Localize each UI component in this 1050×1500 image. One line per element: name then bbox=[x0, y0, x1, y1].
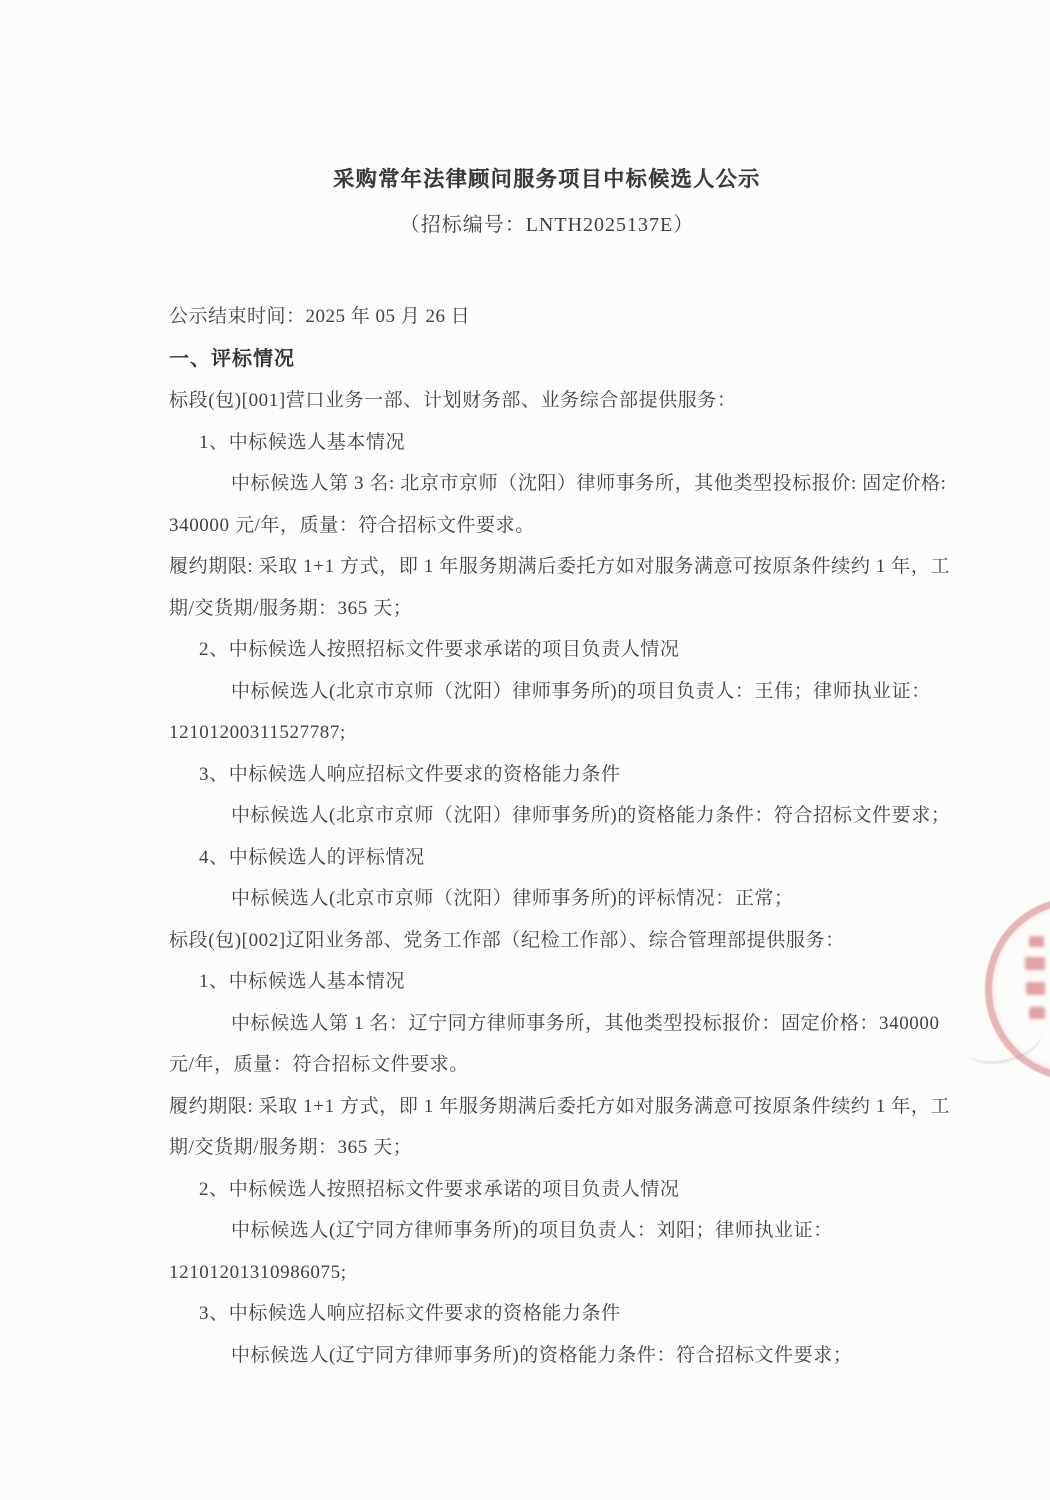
lot2-item2-heading: 2、中标候选人按照招标文件要求承诺的项目负责人情况 bbox=[199, 1178, 680, 1200]
lot2-candidate-line2: 元/年，质量：符合招标文件要求。 bbox=[169, 1054, 469, 1075]
lot2-manager-license: 12101201310986075; bbox=[169, 1261, 347, 1283]
document-body bbox=[169, 380, 951, 1376]
lot1-qualification-line: 中标候选人(北京市京师（沈阳）律师事务所)的资格能力条件：符合招标文件要求； bbox=[231, 805, 951, 826]
red-seal-glyph bbox=[1029, 1007, 1045, 1019]
lot1-term-line2: 期/交货期/服务期：365 天； bbox=[169, 597, 413, 619]
lot1-item1-heading: 1、中标候选人基本情况 bbox=[199, 431, 406, 453]
document-content bbox=[169, 156, 951, 1376]
lot1-header: 标段(包)[001]营口业务一部、计划财务部、业务综合部提供服务： bbox=[169, 390, 737, 411]
page-title: 采购常年法律顾问服务项目中标候选人公示 bbox=[333, 167, 761, 191]
section-heading-evaluation: 一、评标情况 bbox=[169, 348, 295, 370]
lot1-candidate-line1: 中标候选人第 3 名: 北京市京师（沈阳）律师事务所，其他类型投标报价: 固定价格: bbox=[231, 473, 947, 494]
lot1-evaluation-line: 中标候选人(北京市京师（沈阳）律师事务所)的评标情况：正常； bbox=[231, 888, 794, 909]
lot1-manager-license: 12101200311527787; bbox=[169, 722, 346, 743]
red-seal-glyph bbox=[1029, 936, 1044, 947]
lot2-item1-heading: 1、中标候选人基本情况 bbox=[199, 971, 406, 992]
lot2-candidate-line1: 中标候选人第 1 名：辽宁同方律师事务所，其他类型投标报价：固定价格：340000 bbox=[231, 1012, 940, 1034]
lot2-manager-line1: 中标候选人(辽宁同方律师事务所)的项目负责人：刘阳；律师执业证： bbox=[231, 1220, 833, 1241]
lot2-term-line2: 期/交货期/服务期：365 天； bbox=[169, 1137, 413, 1158]
lot2-qualification-line: 中标候选人(辽宁同方律师事务所)的资格能力条件：符合招标文件要求； bbox=[231, 1344, 853, 1366]
lot1-item2-heading: 2、中标候选人按照招标文件要求承诺的项目负责人情况 bbox=[199, 639, 680, 660]
lot1-item4-heading: 4、中标候选人的评标情况 bbox=[199, 846, 425, 868]
lot2-header: 标段(包)[002]辽阳业务部、党务工作部（纪检工作部）、综合管理部提供服务： bbox=[169, 929, 845, 951]
publicity-end-time: 公示结束时间：2025 年 05 月 26 日 bbox=[169, 306, 471, 327]
lot1-candidate-line2: 340000 元/年，质量：符合招标文件要求。 bbox=[169, 514, 535, 536]
lot1-term-line1: 履约期限: 采取 1+1 方式，即 1 年服务期满后委托方如对服务满意可按原条件续约 1 年，工 bbox=[169, 556, 951, 577]
red-seal-glyph bbox=[1025, 957, 1045, 970]
lot1-item3-heading: 3、中标候选人响应招标文件要求的资格能力条件 bbox=[199, 763, 621, 785]
red-seal-glyph bbox=[1026, 982, 1045, 995]
lot2-item3-heading: 3、中标候选人响应招标文件要求的资格能力条件 bbox=[199, 1303, 621, 1324]
lot1-manager-line1: 中标候选人(北京市京师（沈阳）律师事务所)的项目负责人：王伟；律师执业证： bbox=[231, 680, 931, 702]
tender-number-subtitle: （招标编号：LNTH2025137E） bbox=[399, 214, 695, 236]
lot2-term-line1: 履约期限: 采取 1+1 方式，即 1 年服务期满后委托方如对服务满意可按原条件续约 1 年，工 bbox=[169, 1095, 951, 1117]
